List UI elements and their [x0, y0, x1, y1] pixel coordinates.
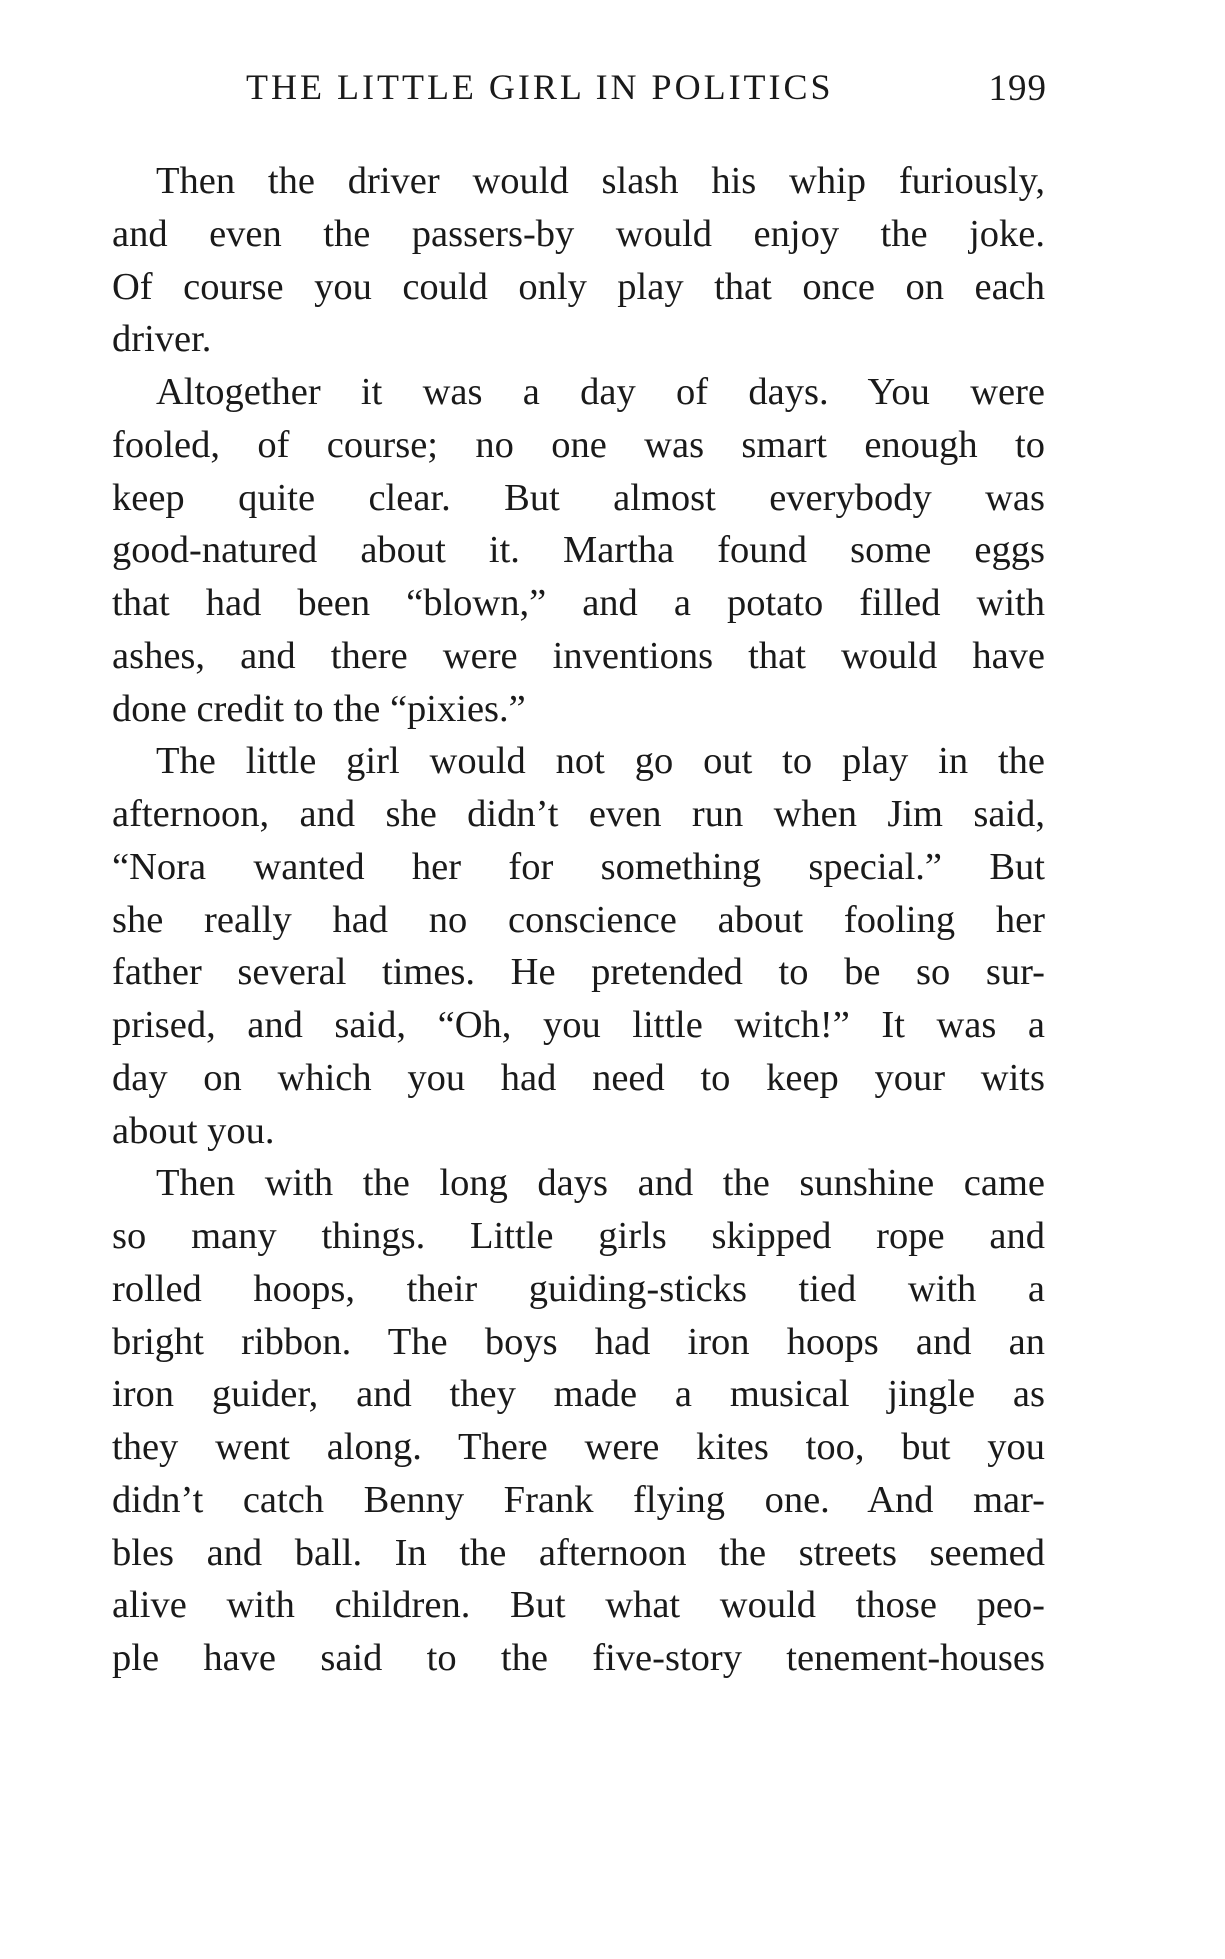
- text-line: Then with the long days and the sunshine came: [156, 1162, 1045, 1205]
- text-line: rolled hoops, their guiding-sticks tied with a: [112, 1267, 1045, 1310]
- page-header: [246, 62, 1082, 112]
- page-number: 199: [988, 68, 1047, 109]
- text-line: that had been “blown,” and a potato filled with: [112, 582, 1045, 624]
- text-line: bles and ball. In the afternoon the streets seemed: [112, 1531, 1045, 1574]
- text-line: and even the passers-by would enjoy the joke.: [112, 212, 1045, 255]
- text-line: they went along. There were kites too, but you: [112, 1426, 1045, 1468]
- text-line: “Nora wanted her for something special.” But: [112, 845, 1045, 888]
- text-line: Of course you could only play that once on each: [112, 265, 1045, 308]
- text-line: didn’t catch Benny Frank flying one. And mar-: [112, 1478, 1045, 1521]
- text-line: Altogether it was a day of days. You were: [156, 371, 1045, 413]
- text-line: keep quite clear. But almost everybody was: [112, 476, 1045, 519]
- running-title: THE LITTLE GIRL IN POLITICS: [246, 67, 834, 107]
- text-line: so many things. Little girls skipped rope and: [112, 1215, 1045, 1257]
- text-line: afternoon, and she didn’t even run when Jim said,: [112, 793, 1045, 835]
- text-line: fooled, of course; no one was smart enough to: [112, 423, 1045, 466]
- text-line: prised, and said, “Oh, you little witch!” It was a: [112, 1004, 1045, 1046]
- text-line: good-natured about it. Martha found some eggs: [112, 529, 1045, 572]
- text-line: The little girl would not go out to play in the: [156, 740, 1045, 783]
- text-line: bright ribbon. The boys had iron hoops and an: [112, 1320, 1045, 1363]
- body-text: [112, 155, 1045, 1685]
- text-line: father several times. He pretended to be so sur-: [112, 951, 1045, 994]
- text-line: driver.: [112, 318, 212, 361]
- text-line: ashes, and there were inventions that would have: [112, 634, 1045, 677]
- text-line: alive with children. But what would those peo-: [112, 1584, 1045, 1627]
- text-line: day on which you had need to keep your wits: [112, 1056, 1045, 1099]
- text-line: iron guider, and they made a musical jingle as: [112, 1373, 1045, 1416]
- text-line: ple have said to the five-story tenement-houses: [112, 1637, 1045, 1679]
- text-line: about you.: [112, 1109, 275, 1152]
- text-line: done credit to the “pixies.”: [112, 687, 526, 730]
- text-line: she really had no conscience about fooling her: [112, 898, 1045, 941]
- text-line: Then the driver would slash his whip furiously,: [156, 160, 1045, 202]
